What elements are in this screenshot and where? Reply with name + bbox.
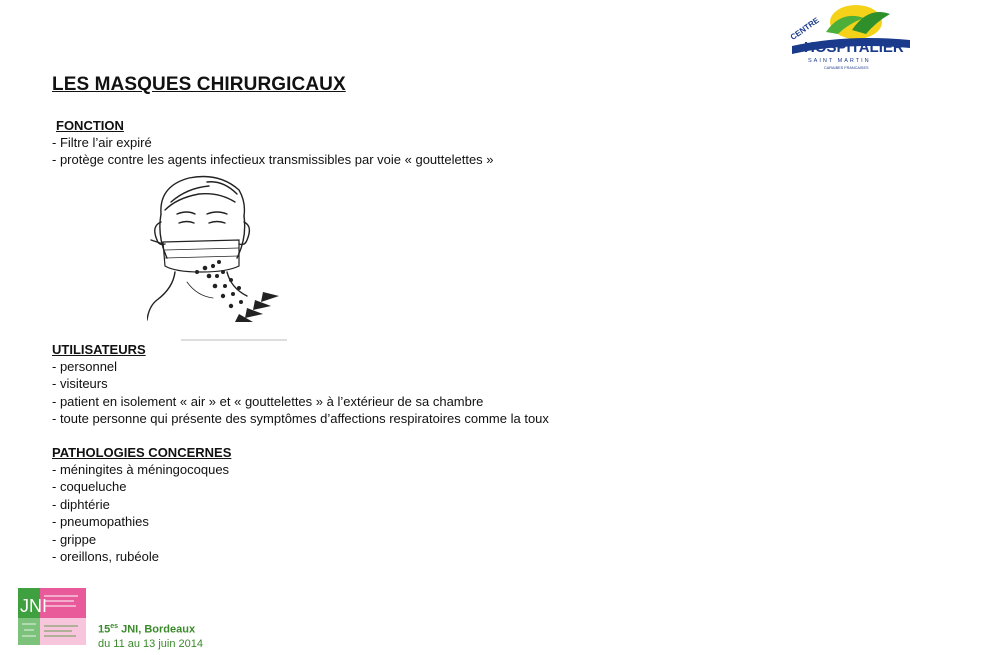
list-item: - toute personne qui présente des symptômes d’affections respiratoires comme la toux xyxy=(52,411,549,427)
logo-caraibes-text: CARAIBES FRANCAISES xyxy=(824,66,869,70)
jni-title xyxy=(98,620,203,637)
list-item: - diphtérie xyxy=(52,496,110,512)
list-item: - protège contre les agents infectieux transmissibles par voie « gouttelettes » xyxy=(52,152,494,168)
list-item: - grippe xyxy=(52,531,97,547)
list-item: - Filtre l’air expiré xyxy=(52,135,152,150)
utilisateurs-list xyxy=(52,358,549,428)
section-utilisateurs xyxy=(52,341,549,428)
masked-face-illustration xyxy=(147,172,292,344)
page-title: LES MASQUES CHIRURGICAUX xyxy=(52,74,346,95)
jni-caption xyxy=(98,620,203,651)
list-item: - coqueluche xyxy=(52,479,127,495)
section-fonction xyxy=(52,117,494,169)
list-item: - patient en isolement « air » et « gouttelettes » à l’extérieur de sa chambre xyxy=(52,393,484,409)
jni-number: 15 xyxy=(98,623,111,636)
logo-centre-text: CENTRE xyxy=(788,15,821,42)
section-pathologies xyxy=(52,444,231,565)
jni-logo xyxy=(18,588,86,645)
hospital-logo xyxy=(786,2,916,72)
logo-hospitalier-text: HOSPITALIER xyxy=(804,39,904,56)
list-item: - visiteurs xyxy=(52,376,108,392)
jni-logo-text: JNI xyxy=(20,596,47,616)
jni-suffix: es xyxy=(110,623,119,630)
jni-title-rest: JNI, Bordeaux xyxy=(118,623,196,636)
pathologies-list xyxy=(52,461,231,565)
pathologies-heading: PATHOLOGIES CONCERNES xyxy=(52,445,232,460)
list-item: - méningites à méningocoques xyxy=(52,462,230,477)
fonction-heading: FONCTION xyxy=(56,118,124,133)
list-item: - oreillons, rubéole xyxy=(52,549,159,565)
fonction-list xyxy=(52,134,494,169)
logo-saint-martin-text: SAINT MARTIN xyxy=(808,58,871,64)
jni-dates: du 11 au 13 juin 2014 xyxy=(98,637,203,650)
list-item: - pneumopathies xyxy=(52,514,149,530)
list-item: - personnel xyxy=(52,359,118,374)
utilisateurs-heading: UTILISATEURS xyxy=(52,342,146,357)
